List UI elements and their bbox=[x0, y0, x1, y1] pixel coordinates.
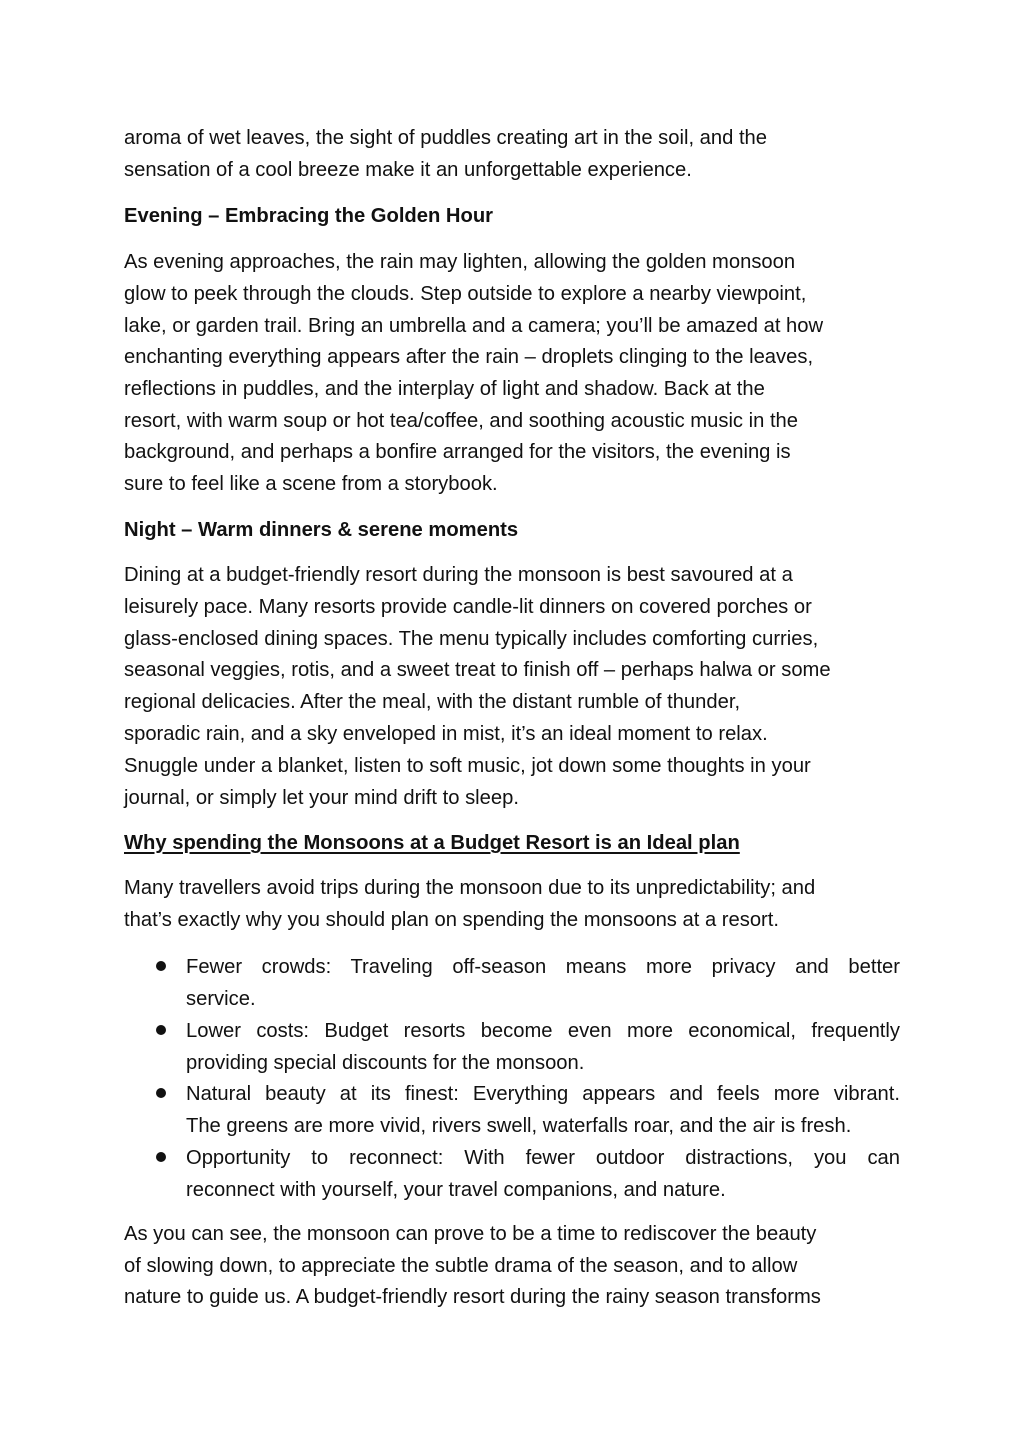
benefit-line: providing special discounts for the monsoon. bbox=[186, 1052, 585, 1074]
benefit-line: reconnect with yourself, your travel companions, and nature. bbox=[186, 1179, 726, 1201]
bullet-dot-icon bbox=[156, 961, 166, 971]
evening-line: sure to feel like a scene from a storybook. bbox=[124, 473, 498, 495]
night-line: journal, or simply let your mind drift to sleep. bbox=[124, 787, 519, 809]
evening-line: enchanting everything appears after the rain – droplets clinging to the leaves, bbox=[124, 346, 814, 368]
evening-heading: Evening – Embracing the Golden Hour bbox=[124, 205, 494, 227]
night-line: glass-enclosed dining spaces. The menu typically includes comforting curries, bbox=[124, 628, 819, 650]
night-line: seasonal veggies, rotis, and a sweet treat to finish off – perhaps halwa or some bbox=[124, 659, 831, 681]
why-line: that’s exactly why you should plan on spending the monsoons at a resort. bbox=[124, 909, 779, 931]
evening-line: As evening approaches, the rain may lighten, allowing the golden monsoon bbox=[124, 251, 796, 273]
why-heading: Why spending the Monsoons at a Budget Resort is an Ideal plan bbox=[124, 832, 740, 854]
evening-line: background, and perhaps a bonfire arranged for the visitors, the evening is bbox=[124, 441, 791, 463]
intro-line: sensation of a cool breeze make it an unforgettable experience. bbox=[124, 159, 692, 181]
benefit-line: Lower costs: Budget resorts become even more economical, frequently bbox=[186, 1020, 900, 1042]
benefit-line: service. bbox=[186, 988, 256, 1010]
benefit-line: The greens are more vivid, rivers swell, waterfalls roar, and the air is fresh. bbox=[186, 1115, 852, 1137]
night-heading: Night – Warm dinners & serene moments bbox=[124, 519, 519, 541]
evening-line: glow to peek through the clouds. Step outside to explore a nearby viewpoint, bbox=[124, 283, 807, 305]
evening-line: lake, or garden trail. Bring an umbrella and a camera; you’ll be amazed at how bbox=[124, 315, 824, 337]
closing-line: of slowing down, to appreciate the subtle drama of the season, and to allow bbox=[124, 1255, 798, 1277]
closing-line: nature to guide us. A budget-friendly resort during the rainy season transforms bbox=[124, 1286, 821, 1308]
bullet-dot-icon bbox=[156, 1088, 166, 1098]
evening-line: reflections in puddles, and the interplay of light and shadow. Back at the bbox=[124, 378, 765, 400]
night-line: regional delicacies. After the meal, with the distant rumble of thunder, bbox=[124, 691, 741, 713]
benefit-line: Fewer crowds: Traveling off-season means more privacy and better bbox=[186, 956, 900, 978]
evening-line: resort, with warm soup or hot tea/coffee, and soothing acoustic music in the bbox=[124, 410, 799, 432]
closing-line: As you can see, the monsoon can prove to be a time to rediscover the beauty bbox=[124, 1223, 817, 1245]
bullet-dot-icon bbox=[156, 1152, 166, 1162]
night-line: sporadic rain, and a sky enveloped in mist, it’s an ideal moment to relax. bbox=[124, 723, 768, 745]
benefit-line: Opportunity to reconnect: With fewer outdoor distractions, you can bbox=[186, 1147, 900, 1169]
bullet-dot-icon bbox=[156, 1025, 166, 1035]
night-line: Dining at a budget-friendly resort during the monsoon is best savoured at a bbox=[124, 564, 793, 586]
benefit-line: Natural beauty at its finest: Everything appears and feels more vibrant. bbox=[186, 1083, 900, 1105]
intro-line: aroma of wet leaves, the sight of puddles creating art in the soil, and the bbox=[124, 127, 768, 149]
night-line: Snuggle under a blanket, listen to soft music, jot down some thoughts in your bbox=[124, 755, 811, 777]
night-line: leisurely pace. Many resorts provide candle-lit dinners on covered porches or bbox=[124, 596, 812, 618]
why-line: Many travellers avoid trips during the monsoon due to its unpredictability; and bbox=[124, 877, 816, 899]
